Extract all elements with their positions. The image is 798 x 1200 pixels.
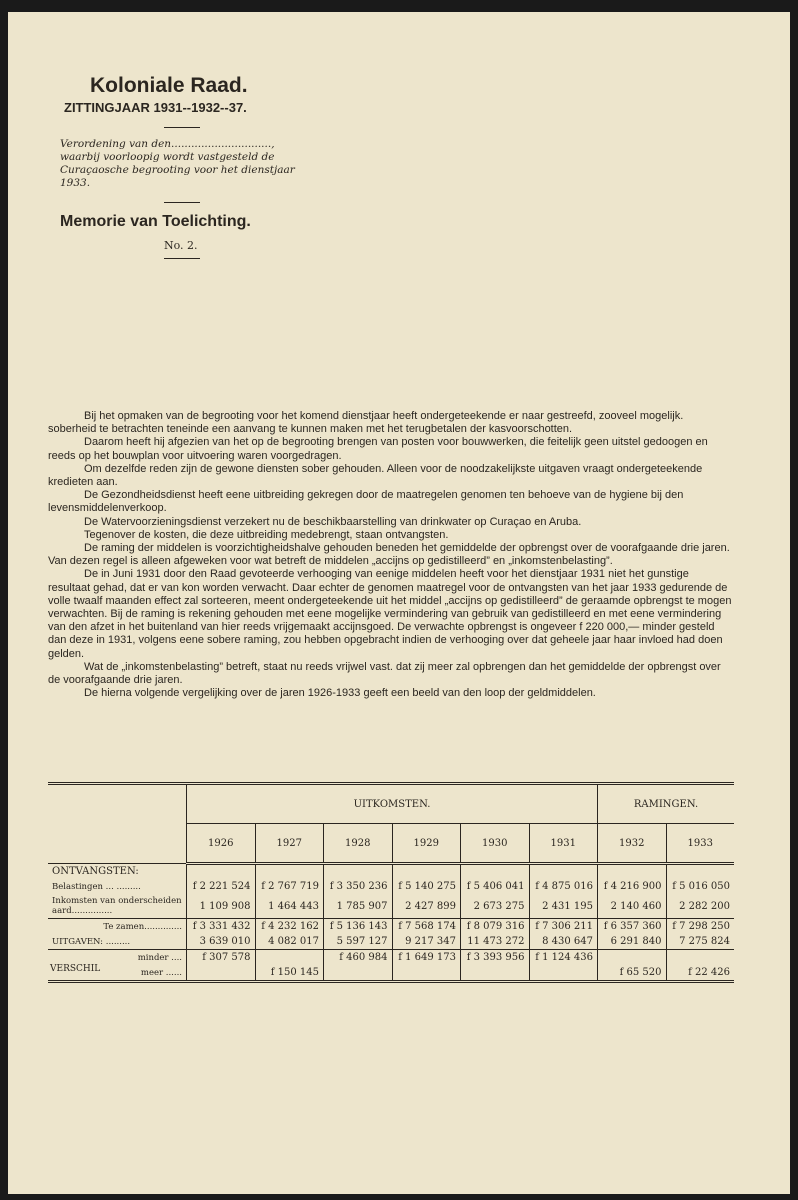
table-cell: 6 291 840 [598,934,667,950]
table-cell: f 5 140 275 [392,879,461,894]
explanatory-text [48,410,732,700]
table-cell: 1 785 907 [324,894,393,919]
table-cell [529,965,598,982]
year-header: 1926 [187,824,256,864]
paragraph: De Gezondheidsdienst heeft eene uitbreiding gekregen door de maatregelen genomen ten behoeve van de hygiene bij den levensmiddelenverkoop. [48,489,684,515]
table-cell: 8 430 647 [529,934,598,950]
table-cell: 2 431 195 [529,894,598,919]
paragraph: Wat de „inkomstenbelasting” betreft, staat nu reeds vrijwel vast. dat zij meer zal opbrengen dan het gemiddelde der opbrengst over de voorafgaande drie jaren. [48,660,721,687]
table-cell: f 1 124 436 [529,950,598,966]
table-cell: 2 427 899 [392,894,461,919]
row-label: Te zamen.............. [48,919,187,935]
table-cell: f 22 426 [688,967,730,978]
table-cell: f 307 578 [187,950,256,966]
paragraph: Tegenover de kosten, die deze uitbreiding medebrengt, staan ontvangsten. [84,528,449,541]
table-cell [461,965,530,982]
table-cell: f 1 649 173 [392,950,461,966]
table-cell: f 5 406 041 [461,879,530,894]
paragraph: De in Juni 1931 door den Raad gevoteerde verhooging van eenige middelen heeft voor het dienstjaar 1931 niet het gunstige resultaat gehad, dat er van kon worden verwacht. Daar echter de genomen maatregel voor de ontvangsten van het jaar 1933 gedurende de volle twaalf maanden effect zal sorteeren, meent ondergeteekende uit het middel „accijns op gedistilleerd” de geraamde opbrengst te mogen verwachten. Bij de raming is rekening gehouden met eene mogelijke vermindering van gebruik van gedistilleerd en met eene vermindering van den afzet in het buitenland van hier reeds vrijgemaakt accijnsgoed. De verwachte opbrengst is ongeveer f 220 000,— minder gesteld dan deze in 1931, volgens eene sobere raming, zou hebben opgebracht indien de verhooging over dat geheele jaar haar invloed had doen gelden. [48,568,732,660]
year-header: 1931 [529,824,598,864]
section-heading: Memorie van Toelichting. [60,213,251,230]
table-corner [48,785,187,864]
table-cell [666,950,734,966]
table-row [48,919,734,935]
table-cell: 5 597 127 [324,934,393,950]
table-cell: f 4 216 900 [598,879,667,894]
table-cell: 2 140 460 [598,894,667,919]
table-cell: 1 464 443 [255,894,324,919]
table-cell: f 7 298 250 [666,919,734,935]
table-cell: f 4 232 162 [255,919,324,935]
table-cell: f 3 393 956 [461,950,530,966]
year-header: 1928 [324,824,393,864]
row-label: Belastingen ... ......... [48,879,187,894]
row-label: minder .... [137,952,182,963]
table-cell [598,950,667,966]
document-number: No. 2. [164,239,198,252]
year-header: 1932 [598,824,667,864]
table-row [48,934,734,950]
paragraph: Daarom heeft hij afgezien van het op de begrooting brengen van posten voor bouwwerken, die feitelijk geen uitstel gedoogen en reeds op het bouwplan voor uitvoering waren voorgedragen. [48,436,708,462]
year-header: 1933 [666,824,734,864]
paragraph: Bij het opmaken van de begrooting voor het komend dienstjaar heeft ondergeteekende er naar gestreefd, zooveel mogelijk. soberheid te betrachten teneinde een aanvang te kunnen maken met het terugbetalen der kasvoorschotten. [48,410,684,436]
verschil-label: VERSCHIL [50,964,101,974]
table-cell: f 6 357 360 [598,919,667,935]
row-label: meer ...... [48,965,187,982]
table-cell: 2 673 275 [461,894,530,919]
finance-table-wrapper [48,782,734,983]
document-header [60,74,310,269]
table-cell: f 7 306 211 [529,919,598,935]
year-header: 1927 [255,824,324,864]
table-cell: f 5 136 143 [324,919,393,935]
year-header: 1929 [392,824,461,864]
table-cell: f 460 984 [324,950,393,966]
table-cell: f 7 568 174 [392,919,461,935]
table-cell: f 150 145 [255,965,324,982]
table-cell [324,965,393,982]
table-cell: 9 217 347 [392,934,461,950]
table-cell: 2 282 200 [679,900,730,912]
table-cell: 7 275 824 [679,936,730,947]
year-header: 1930 [461,824,530,864]
table-cell [392,965,461,982]
session-year: ZITTINGJAAR 1931--1932--37. [64,100,247,115]
group-header-ramingen: RAMINGEN. [598,785,735,824]
table-cell: 11 473 272 [461,934,530,950]
row-label: UITGAVEN: ......... [48,934,187,950]
table-cell: 3 639 010 [187,934,256,950]
table-cell: f 4 875 016 [529,879,598,894]
table-row [48,864,734,880]
table-cell: f 3 331 432 [187,919,256,935]
ordinance-text: Verordening van den.............................., waarbij voorloopig wordt vastgesteld de Curaçaosche begrooting voor het dienstjaar 1933. [60,138,295,189]
divider [164,202,200,203]
table-cell: f 8 079 316 [461,919,530,935]
table-row [48,965,734,982]
paragraph: Om dezelfde reden zijn de gewone diensten sober gehouden. Alleen voor de noodzakelijkste uitgaven vraagt ondergeteekende kredieten aan. [48,462,703,489]
paragraph: De raming der middelen is voorzichtigheidshalve gehouden beneden het gemiddelde der opbrengst over de voorafgaande drie jaren. Van dezen regel is alleen afgeweken voor wat betreft de middelen „accijns op gedistilleerd” en „inkomstenbelasting”. [48,542,730,568]
table-cell: f 2 767 719 [255,879,324,894]
table-cell: f 2 221 524 [187,879,256,894]
table-cell [255,950,324,966]
table-cell [187,965,256,982]
divider [164,258,200,259]
group-header-uitkomsten: UITKOMSTEN. [187,785,598,824]
row-label: Inkomsten van onderscheiden aard............... [48,894,187,919]
table-cell: f 5 016 050 [672,881,730,892]
page-title: Koloniale Raad. [90,74,248,97]
table-row [48,879,734,894]
table-cell: f 3 350 236 [324,879,393,894]
table-row [48,950,734,966]
ontvangsten-label: ONTVANGSTEN: [48,864,187,880]
table-cell: 4 082 017 [255,934,324,950]
finance-table [48,785,734,983]
document-page [8,12,790,1194]
table-cell: f 65 520 [598,965,667,982]
paragraph: De hierna volgende vergelijking over de jaren 1926-1933 geeft een beeld van den loop der geldmiddelen. [84,687,596,700]
table-cell: 1 109 908 [187,894,256,919]
divider [164,127,200,128]
table-row [48,894,734,919]
paragraph: De Watervoorzieningsdienst verzekert nu de beschikbaarstelling van drinkwater op Curaçao en Aruba. [84,515,582,528]
